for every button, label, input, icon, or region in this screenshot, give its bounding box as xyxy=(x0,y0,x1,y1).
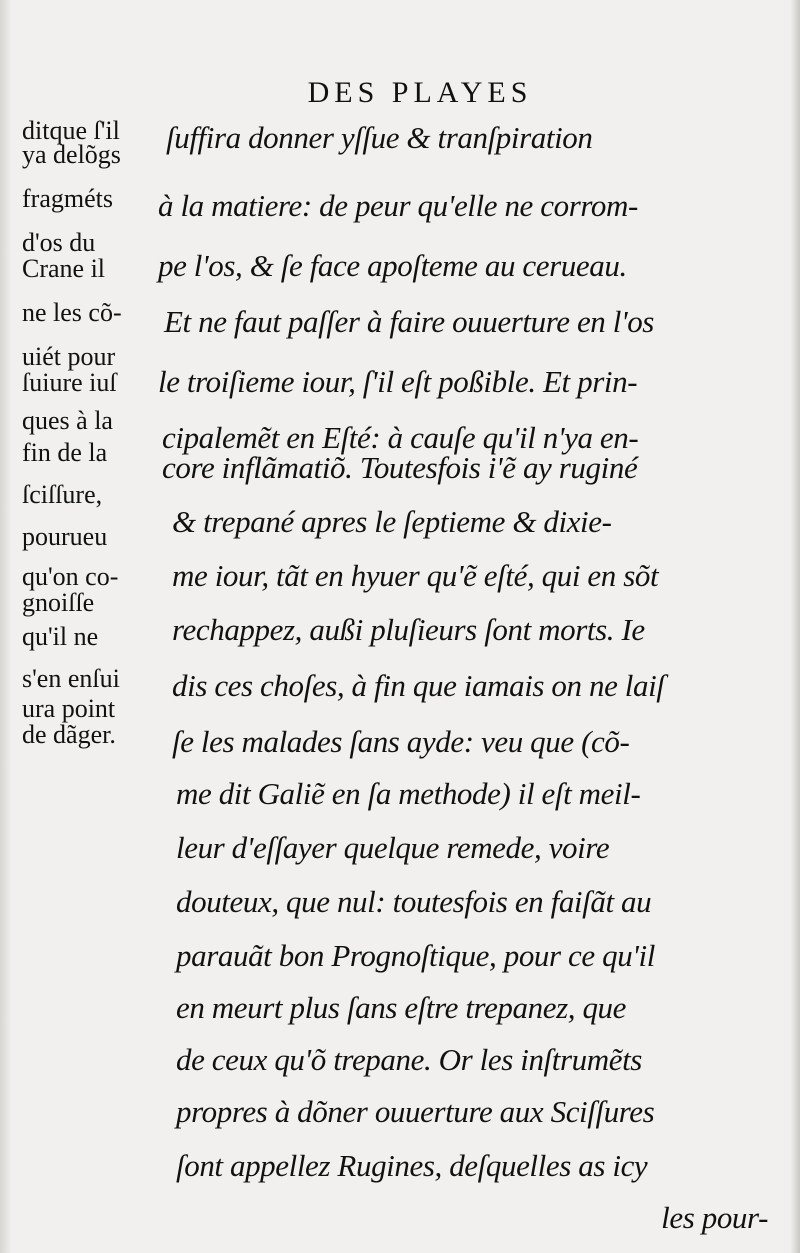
text-line: ſont appellez Rugines, deſquelles as icy xyxy=(176,1148,648,1183)
text-line: cipalemẽt en Eſté: à cauſe qu'il n'ya en- xyxy=(162,420,639,455)
text-line: le troiſieme iour, ſ'il eſt poßible. Et prin- xyxy=(158,364,638,399)
text-line: à la matiere: de peur qu'elle ne corrom- xyxy=(158,188,638,223)
margin-line: qu'on co- xyxy=(22,562,119,591)
page-right-shadow xyxy=(790,0,800,1253)
text-line: dis ces choſes, à fin que iamais on ne laiſ xyxy=(172,668,665,703)
text-line: core inflãmatiõ. Toutesfois i'ẽ ay ruginé xyxy=(162,450,638,485)
margin-line: uiét pour xyxy=(22,342,116,371)
text-line: propres à dõner ouuerture aux Sciſſures xyxy=(176,1094,655,1129)
margin-line: gnoiſſe xyxy=(22,588,95,617)
text-line: de ceux qu'õ trepane. Or les inſtrumẽts xyxy=(176,1042,642,1077)
margin-line: ques à la xyxy=(22,406,113,435)
text-line: pe l'os, & ſe face apoſteme au cerueau. xyxy=(158,248,627,283)
margin-line: Crane il xyxy=(22,254,106,283)
text-line: ſuffira donner yſſue & tranſpiration xyxy=(166,120,593,155)
margin-line: ſuiure iuſ xyxy=(22,368,117,397)
margin-line: ne les cõ- xyxy=(22,298,122,327)
margin-line: ya delõgs xyxy=(22,140,121,169)
text-line: & trepané apres le ſeptieme & dixie- xyxy=(172,504,612,539)
margin-line: pourueu xyxy=(22,522,108,551)
margin-line: ura point xyxy=(22,694,116,723)
text-line: rechappez, außi pluſieurs ſont morts. Ie xyxy=(172,612,645,647)
margin-line: ſciſſure, xyxy=(22,480,103,509)
text-line: douteux, que nul: toutesfois en faiſãt au xyxy=(176,884,652,919)
margin-line: d'os du xyxy=(22,228,96,257)
text-line: me iour, tãt en hyuer qu'ẽ eſté, qui en sõt xyxy=(172,558,659,593)
page-left-shadow xyxy=(0,0,12,1253)
margin-line: de dãger. xyxy=(22,720,116,749)
margin-line: fin de la xyxy=(22,438,108,467)
text-line: en meurt plus ſans eſtre trepanez, que xyxy=(176,990,627,1025)
margin-line: ditque ſ'il xyxy=(22,116,120,145)
text-line: parauãt bon Prognoſtique, pour ce qu'il xyxy=(176,938,655,973)
margin-line: qu'il ne xyxy=(22,622,99,651)
margin-line: s'en enſui xyxy=(22,664,120,693)
text-line: me dit Galiẽ en ſa methode) il eſt meil- xyxy=(176,776,641,811)
text-line: leur d'eſſayer quelque remede, voire xyxy=(176,830,610,865)
running-header: DES PLAYES xyxy=(307,76,533,109)
text-line: Et ne faut paſſer à faire ouuerture en l'os xyxy=(164,304,654,339)
margin-line: fragméts xyxy=(22,184,113,213)
catchword: les pour- xyxy=(661,1200,768,1235)
text-line: ſe les malades ſans ayde: veu que (cõ- xyxy=(172,724,630,759)
